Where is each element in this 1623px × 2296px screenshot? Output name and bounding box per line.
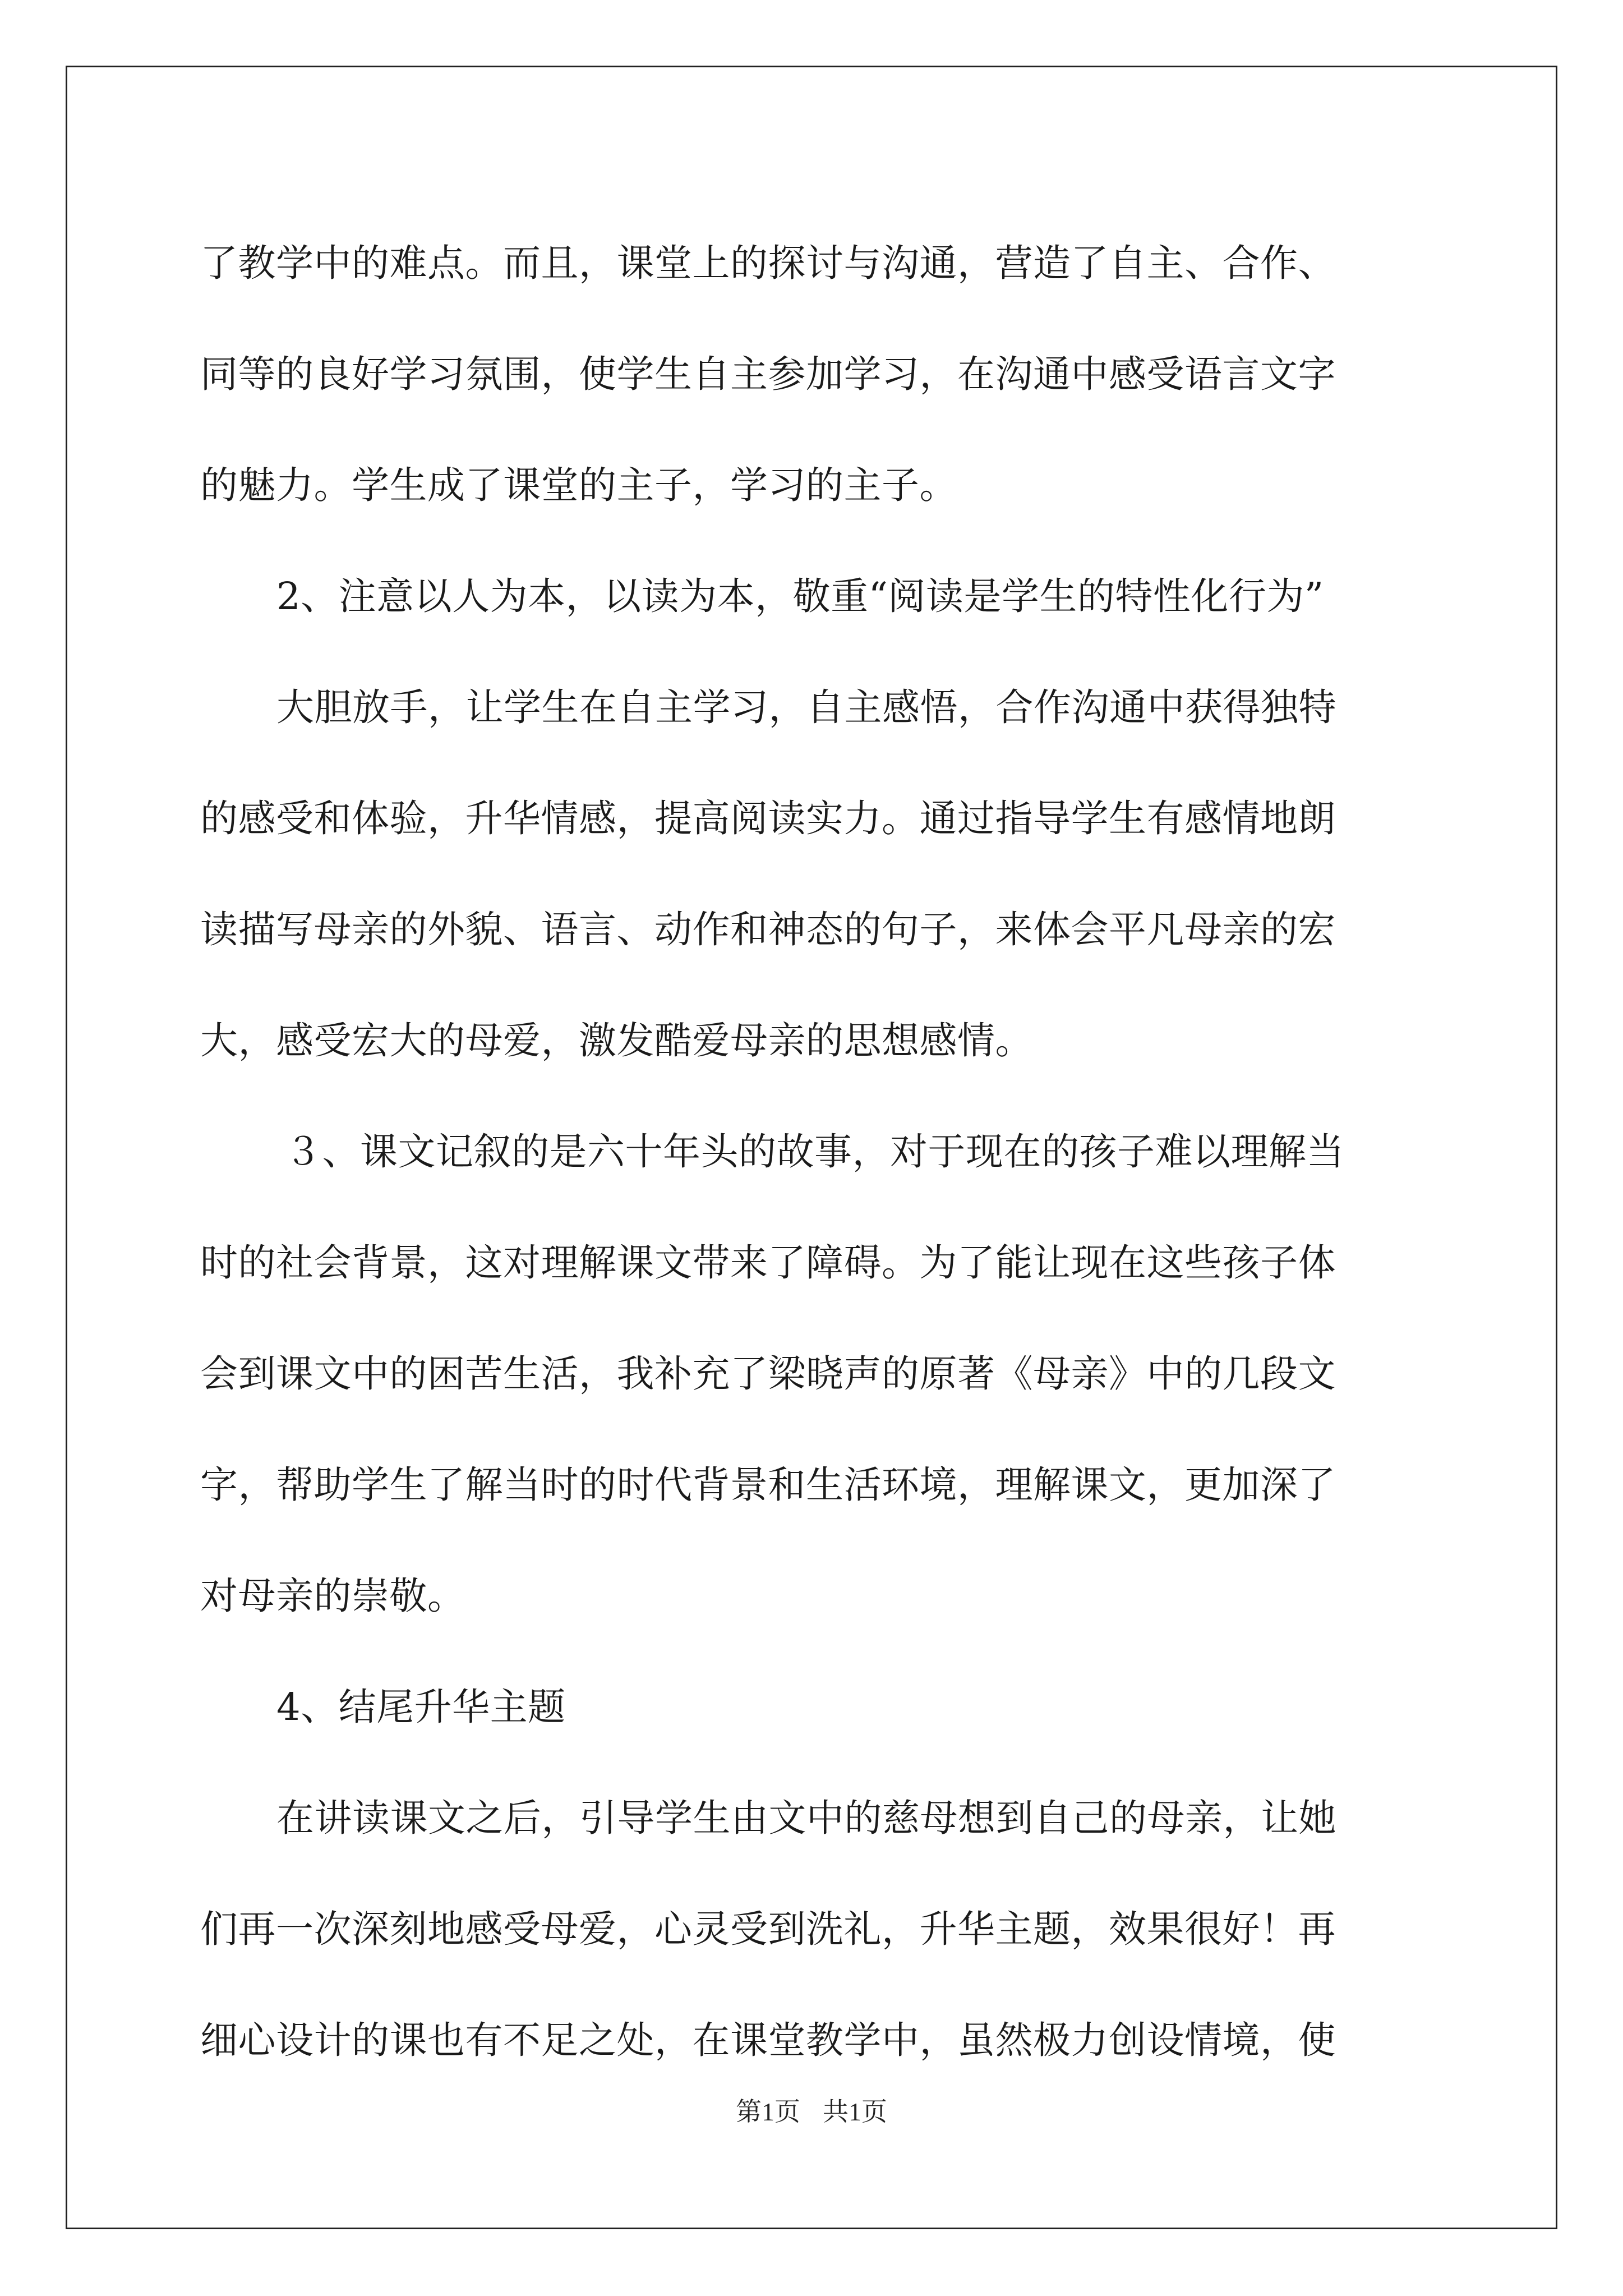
page-number-current: 第1页: [736, 2097, 800, 2126]
text-line: 的魅力。学生成了课堂的主子，学习的主子。: [200, 463, 957, 507]
text-line: 4、结尾升华主题: [276, 1685, 566, 1729]
text-line: ３、课文记叙的是六十年头的故事，对于现在的孩子难以理解当: [284, 1130, 1344, 1174]
page-footer: [0, 2091, 1623, 2128]
text-line: 细心设计的课也有不足之处，在课堂教学中，虽然极力创设情境，使: [200, 2018, 1336, 2062]
text-line: 在讲读课文之后，引导学生由文中的慈母想到自己的母亲，让她: [276, 1796, 1336, 1840]
text-line: 读描写母亲的外貌、语言、动作和神态的句子，来体会平凡母亲的宏: [200, 908, 1336, 951]
text-line: 2、注意以人为本，以读为本，敬重“阅读是学生的特性化行为”: [276, 574, 1324, 618]
text-line: 字，帮助学生了解当时的时代背景和生活环境，理解课文，更加深了: [200, 1463, 1336, 1507]
text-line: 大，感受宏大的母爱，激发酷爱母亲的思想感情。: [200, 1019, 1033, 1062]
page-number-total: 共1页: [823, 2097, 887, 2126]
text-line: 大胆放手，让学生在自主学习，自主感悟，合作沟通中获得独特: [276, 685, 1336, 729]
text-line: 们再一次深刻地感受母爱，心灵受到洗礼，升华主题，效果很好！再: [200, 1907, 1336, 1951]
text-line: 时的社会背景，这对理解课文带来了障碍。为了能让现在这些孩子体: [200, 1241, 1336, 1285]
text-line: 对母亲的崇敬。: [200, 1574, 465, 1618]
document-body: [200, 208, 1423, 2096]
text-line: 了教学中的难点。而且，课堂上的探讨与沟通，营造了自主、合作、: [200, 241, 1336, 285]
text-line: 同等的良好学习氛围，使学生自主参加学习，在沟通中感受语言文字: [200, 352, 1336, 396]
text-line: 的感受和体验，升华情感，提高阅读实力。通过指导学生有感情地朗: [200, 797, 1336, 840]
text-line: 会到课文中的困苦生活，我补充了梁晓声的原著《母亲》中的几段文: [200, 1352, 1336, 1396]
